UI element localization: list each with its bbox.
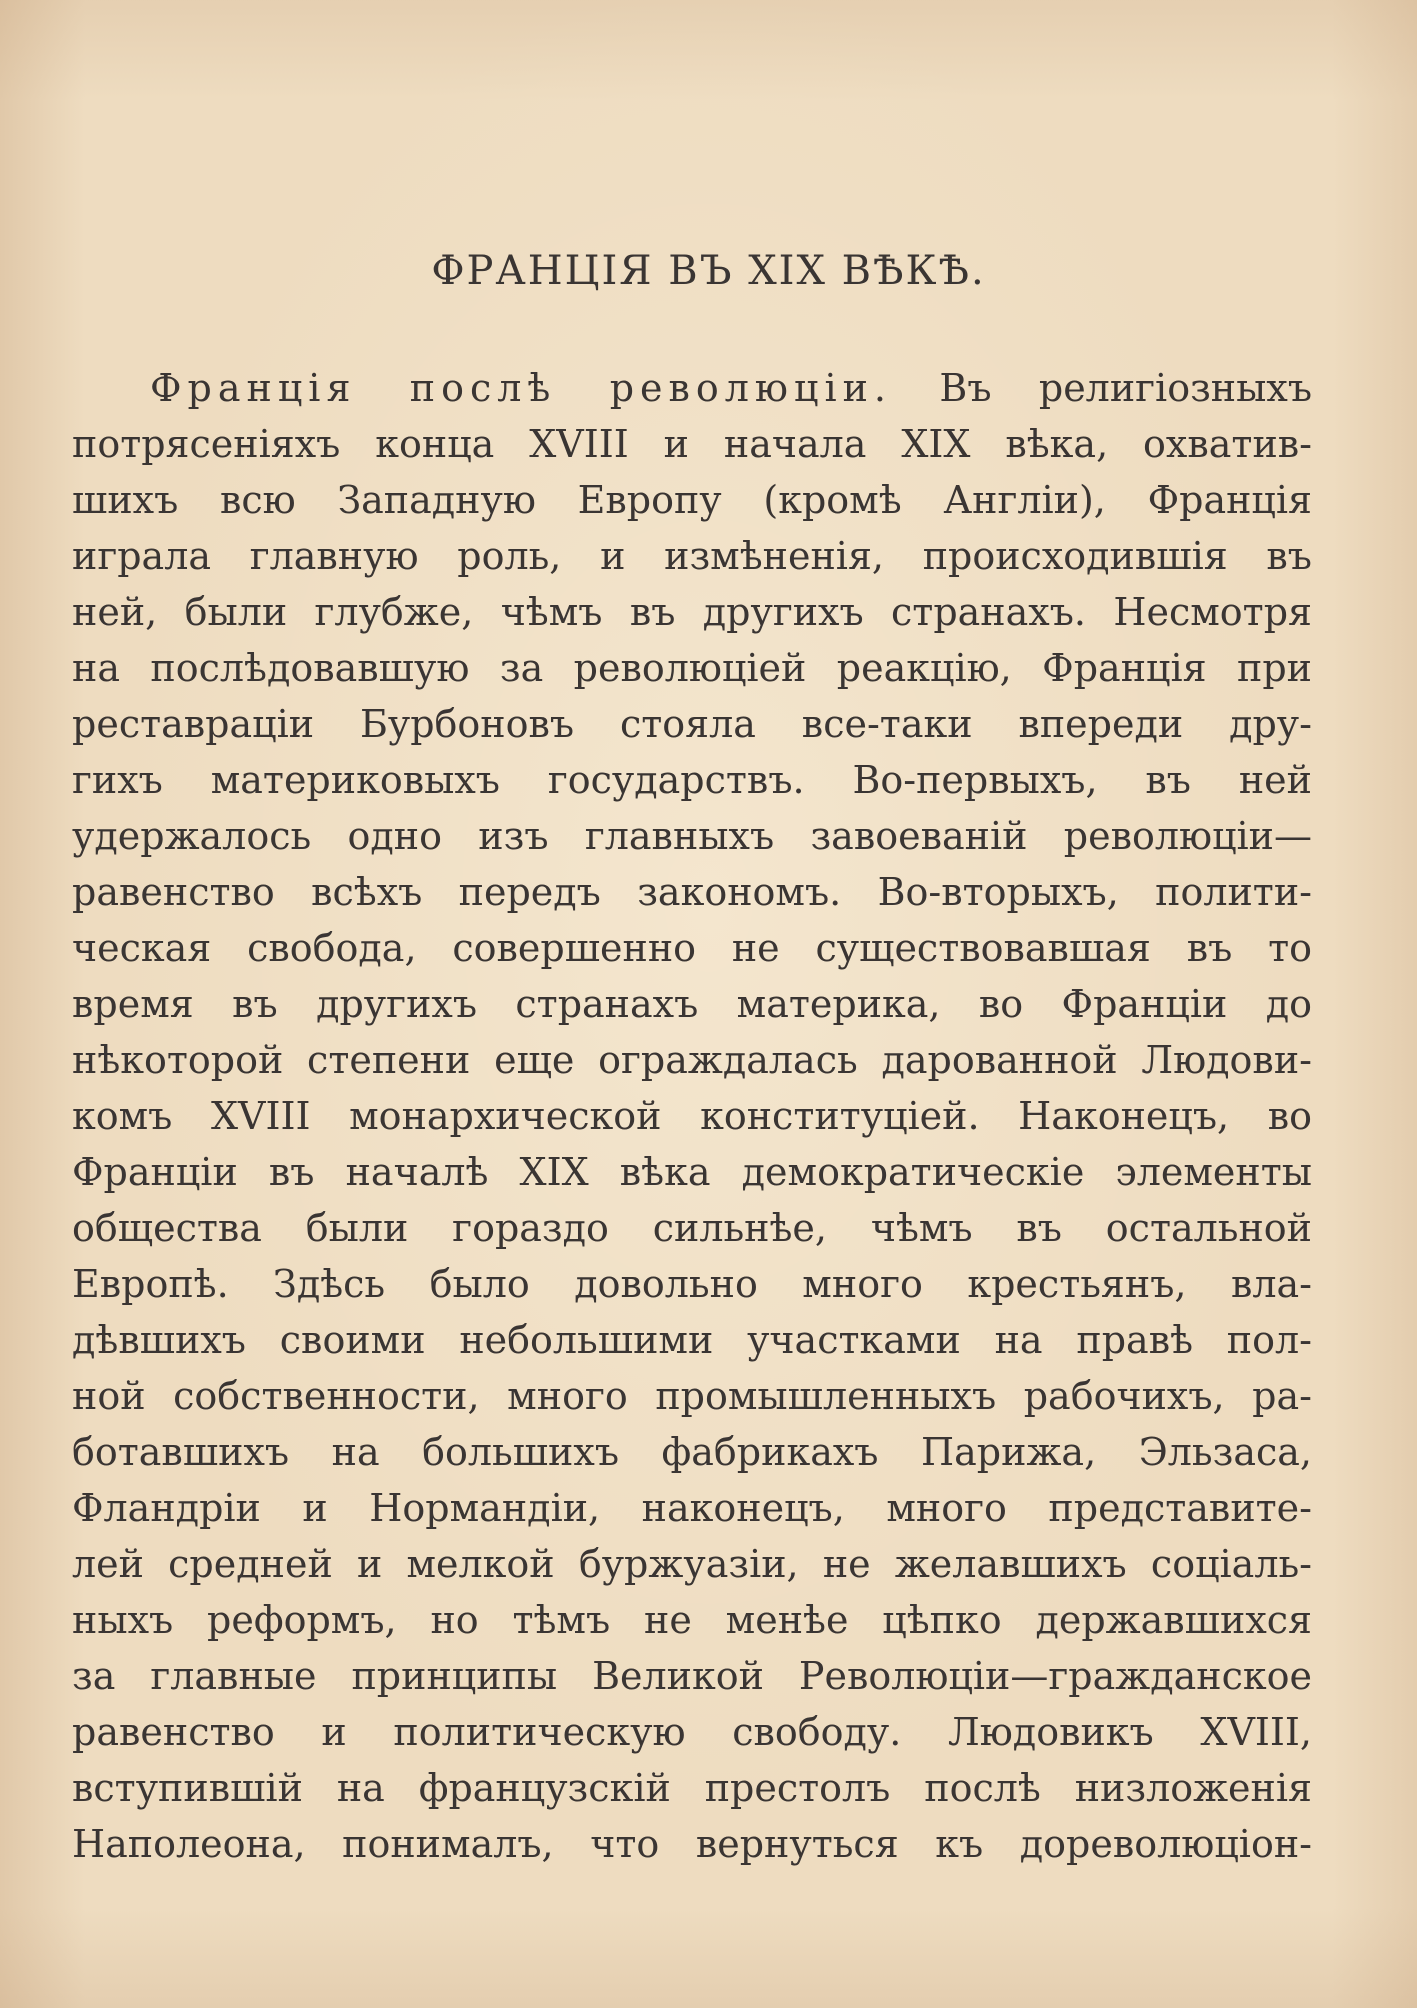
text-line: ботавшихъ на большихъ фабрикахъ Парижа, Эльзаса, xyxy=(72,1430,1312,1474)
text-line: лей средней и мелкой буржуазіи, не желавшихъ соціаль- xyxy=(72,1542,1312,1586)
line-text: Въ религіозныхъ xyxy=(939,366,1312,410)
text-line: на послѣдовавшую за революціей реакцію, Франція при xyxy=(72,646,1312,690)
text-line xyxy=(72,360,1312,416)
text-line: играла главную роль, и измѣненія, происходившія въ xyxy=(72,534,1312,578)
text-line: дѣвшихъ своими небольшими участками на правѣ пол- xyxy=(72,1318,1312,1362)
chapter-title: ФРАНЦІЯ ВЪ XIX ВѢКѢ. xyxy=(431,248,986,294)
text-line: ней, были глубже, чѣмъ въ другихъ странахъ. Несмотря xyxy=(72,590,1312,634)
text-line: нѣкоторой степени еще ограждалась дарованной Людови- xyxy=(72,1038,1312,1082)
text-line: общества были гораздо сильнѣе, чѣмъ въ остальной xyxy=(72,1206,1312,1250)
paragraph-lead: Франція послѣ революціи. xyxy=(150,366,893,410)
text-line: потрясеніяхъ конца XVIII и начала XIX вѣка, охватив- xyxy=(72,422,1312,466)
text-line: вступившій на французскій престолъ послѣ низложенія xyxy=(72,1766,1312,1810)
text-line: равенство и политическую свободу. Людовикъ XVIII, xyxy=(72,1710,1312,1754)
text-line: время въ другихъ странахъ материка, во Франціи до xyxy=(72,982,1312,1026)
text-line: ныхъ реформъ, но тѣмъ не менѣе цѣпко державшихся xyxy=(72,1598,1312,1642)
text-line: Наполеона, понималъ, что вернуться къ дореволюціон- xyxy=(72,1822,1312,1866)
text-line: шихъ всю Западную Европу (кромѣ Англіи), Франція xyxy=(72,478,1312,522)
chapter-body xyxy=(72,360,1312,1872)
text-line: за главные принципы Великой Революціи—гражданское xyxy=(72,1654,1312,1698)
text-line: равенство всѣхъ передъ закономъ. Во-вторыхъ, полити- xyxy=(72,870,1312,914)
text-line: гихъ материковыхъ государствъ. Во-первыхъ, въ ней xyxy=(72,758,1312,802)
text-line: Фландріи и Нормандіи, наконецъ, много представите- xyxy=(72,1486,1312,1530)
text-line: ческая свобода, совершенно не существовавшая въ то xyxy=(72,926,1312,970)
text-line: комъ XVIII монархической конституціей. Наконецъ, во xyxy=(72,1094,1312,1138)
text-line: реставраціи Бурбоновъ стояла все-таки впереди дру- xyxy=(72,702,1312,746)
text-line: ной собственности, много промышленныхъ рабочихъ, ра- xyxy=(72,1374,1312,1418)
text-line: удержалось одно изъ главныхъ завоеваній революціи— xyxy=(72,814,1312,858)
text-line: Европѣ. Здѣсь было довольно много крестьянъ, вла- xyxy=(72,1262,1312,1306)
text-line: Франціи въ началѣ XIX вѣка демократическіе элементы xyxy=(72,1150,1312,1194)
